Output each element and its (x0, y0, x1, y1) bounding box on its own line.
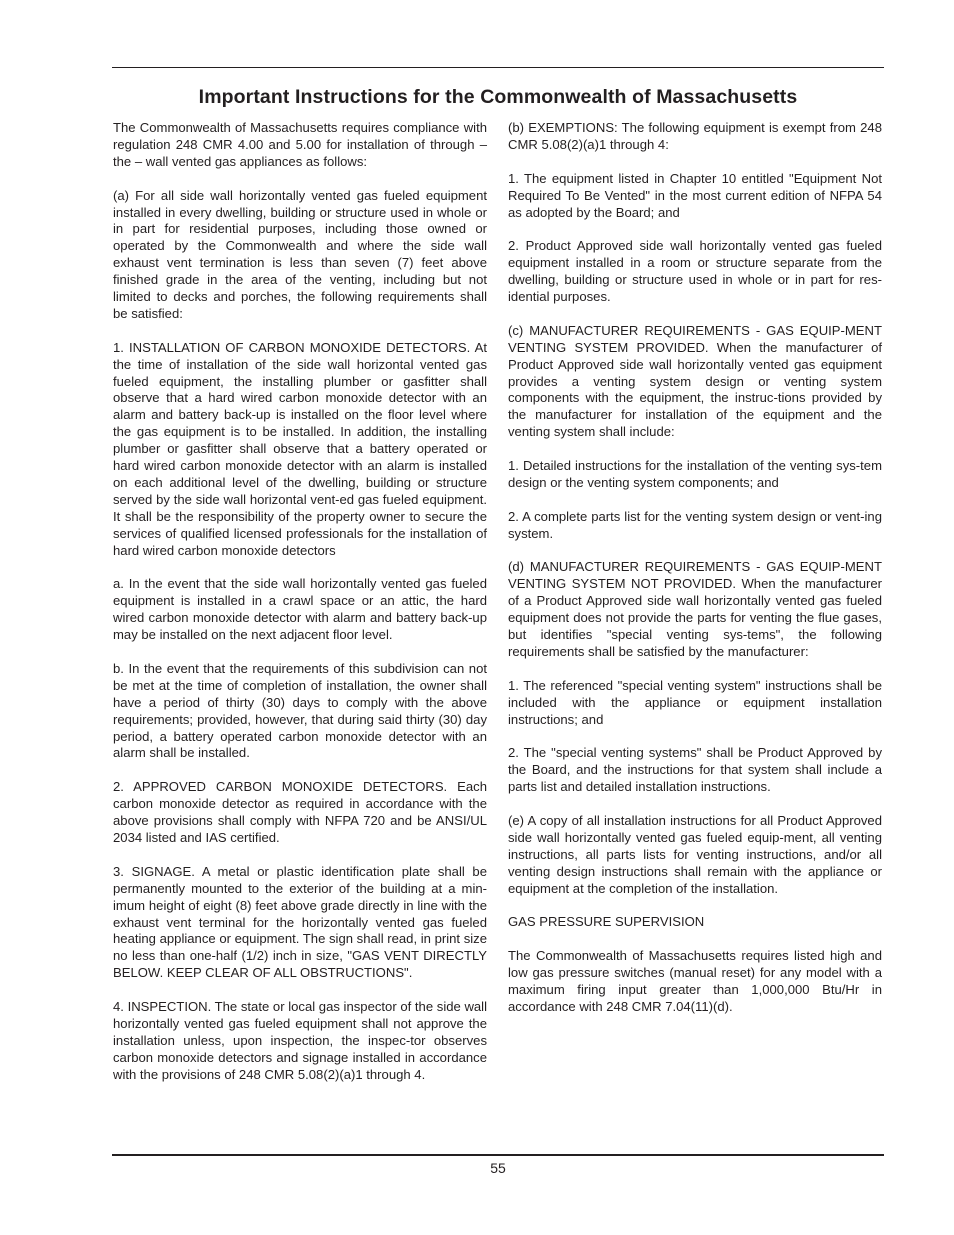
paragraph-venting-provided-1: 1. Detailed instructions for the installation of the venting sys-tem design or the venting system components; and (508, 458, 882, 490)
paragraph-signage: 3. SIGNAGE. A metal or plastic identification plate shall be permanently mounted to the exterior of the building at a min-imum height of eight (8) feet above grade directly in line with the exhaust vent terminal for the horizontally vented gas fueled heating appliance or equipment. The sign shall read, in print size no less than one-half (1/2) inch in size, "GAS VENT DIRECTLY BELOW. KEEP CLEAR OF ALL OBSTRUCTIONS". (113, 863, 487, 981)
left-column (113, 120, 487, 1084)
paragraph-venting-not-provided-2: 2. The "special venting systems" shall be Product Approved by the Board, and the instructions for that system shall include a parts list and detailed installation instructions. (508, 745, 882, 795)
paragraph-exemptions: (b) EXEMPTIONS: The following equipment is exempt from 248 CMR 5.08(2)(a)1 through 4: (508, 120, 882, 152)
paragraph-exemption-1: 1. The equipment listed in Chapter 10 entitled "Equipment Not Required To Be Vented" in the most current edition of NFPA 54 as adopted by the Board; and (508, 170, 882, 220)
paragraph-co-detectors: 1. INSTALLATION OF CARBON MONOXIDE DETECTORS. At the time of installation of the side wall horizontal vented gas fueled equipment, the installing plumber or gasfitter shall observe that a hard wired carbon monoxide detector with an alarm and battery back-up is installed on the floor level where the gas equipment is to be installed. In addition, the installing plumber or gasfitter shall observe that a battery operated or hard wired carbon monoxide detector with an alarm is installed on each additional level of the dwelling, building or structure served by the side wall horizontal vent-ed gas fueled equipment. It shall be the responsibility of the property owner to secure the services of qualified licensed professionals for the installation of hard wired carbon monoxide detectors (113, 339, 487, 558)
paragraph-inspection: 4. INSPECTION. The state or local gas inspector of the side wall horizontally vented gas fueled equipment shall not approve the installation unless, upon inspection, the inspec-tor observes carbon monoxide detectors and signage installed in accordance with the provisions of 248 CMR 5.08(2)(a)1 through 4. (113, 999, 487, 1082)
paragraph-section-a: (a) For all side wall horizontally vented gas fueled equipment installed in every dwelling, building or structure used in whole or in part for residential purposes, including those owned or operated by the Commonwealth and where the side wall exhaust vent termination is less than seven (7) feet above finished grade in the area of the venting, including but not limited to decks and porches, the following requirements shall be satisfied: (113, 187, 487, 321)
paragraph-venting-provided: (c) MANUFACTURER REQUIREMENTS - GAS EQUIP-MENT VENTING SYSTEM PROVIDED. When the manufacturer of Product Approved side wall horizontally vented gas equipment provides a venting system design or venting system components with the equipment, the instruc-tions provided by the manufacturer for installation of the equipment and the venting system shall include: (508, 322, 882, 440)
paragraph-section-e: (e) A copy of all installation instructions for all Product Approved side wall horizontally vented gas fueled equip-ment, all venting instructions, all parts lists for venting instructions, and/or all venting design instructions shall remain with the appliance or equipment at the completion of the installation. (508, 813, 882, 896)
paragraph-approved-detectors: 2. APPROVED CARBON MONOXIDE DETECTORS. Each carbon monoxide detector as required in accordance with the above provisions shall comply with NFPA 720 and be ANSI/UL 2034 listed and IAS certified. (113, 779, 487, 845)
footer-rule (112, 1154, 884, 1156)
section-heading-gas-pressure: GAS PRESSURE SUPERVISION (508, 914, 705, 930)
paragraph-exemption-2: 2. Product Approved side wall horizontally vented gas fueled equipment installed in a room or structure separate from the dwelling, building or structure used in whole or in part for res-idential purposes. (508, 238, 882, 305)
right-column (508, 120, 882, 1016)
paragraph-crawl-space: a. In the event that the side wall horizontally vented gas fueled equipment is installed in a crawl space or an attic, the hard wired carbon monoxide detector with alarm and battery back-up may be installed on the next adjacent floor level. (113, 576, 487, 643)
paragraph-venting-not-provided: (d) MANUFACTURER REQUIREMENTS - GAS EQUIP-MENT VENTING SYSTEM NOT PROVIDED. When the manufacturer of a Product Approved side wall horizontally vented gas fueled equipment does not provide the parts for venting the flue gases, but identifies "special venting sys-tems", the following requirements shall be satisfied by the manufacturer: (508, 559, 882, 659)
page-number: 55 (490, 1160, 506, 1176)
header-rule (112, 67, 884, 68)
paragraph-thirty-days: b. In the event that the requirements of this subdivision can not be met at the time of completion of installation, the owner shall have a period of thirty (30) days to comply with the above requirements; provided, however, that during said thirty (30) day period, a battery operated carbon monoxide detector with an alarm shall be installed. (113, 660, 487, 761)
paragraph-venting-provided-2: 2. A complete parts list for the venting system design or vent-ing system. (508, 508, 882, 541)
page-title: Important Instructions for the Commonwealth of Massachusetts (198, 86, 798, 108)
paragraph-venting-not-provided-1: 1. The referenced "special venting system" instructions shall be included with the appliance or equipment installation instructions; and (508, 677, 882, 727)
paragraph-gas-pressure: The Commonwealth of Massachusetts requires listed high and low gas pressure switches (manual reset) for any model with a maximum firing input greater than 1,000,000 Btu/Hr in accordance with 248 CMR 7.04(11)(d). (508, 948, 882, 1014)
paragraph-intro: The Commonwealth of Massachusetts requires compliance with regulation 248 CMR 4.00 and 5.00 for installation of through – the – wall vented gas appliances as follows: (113, 120, 487, 169)
